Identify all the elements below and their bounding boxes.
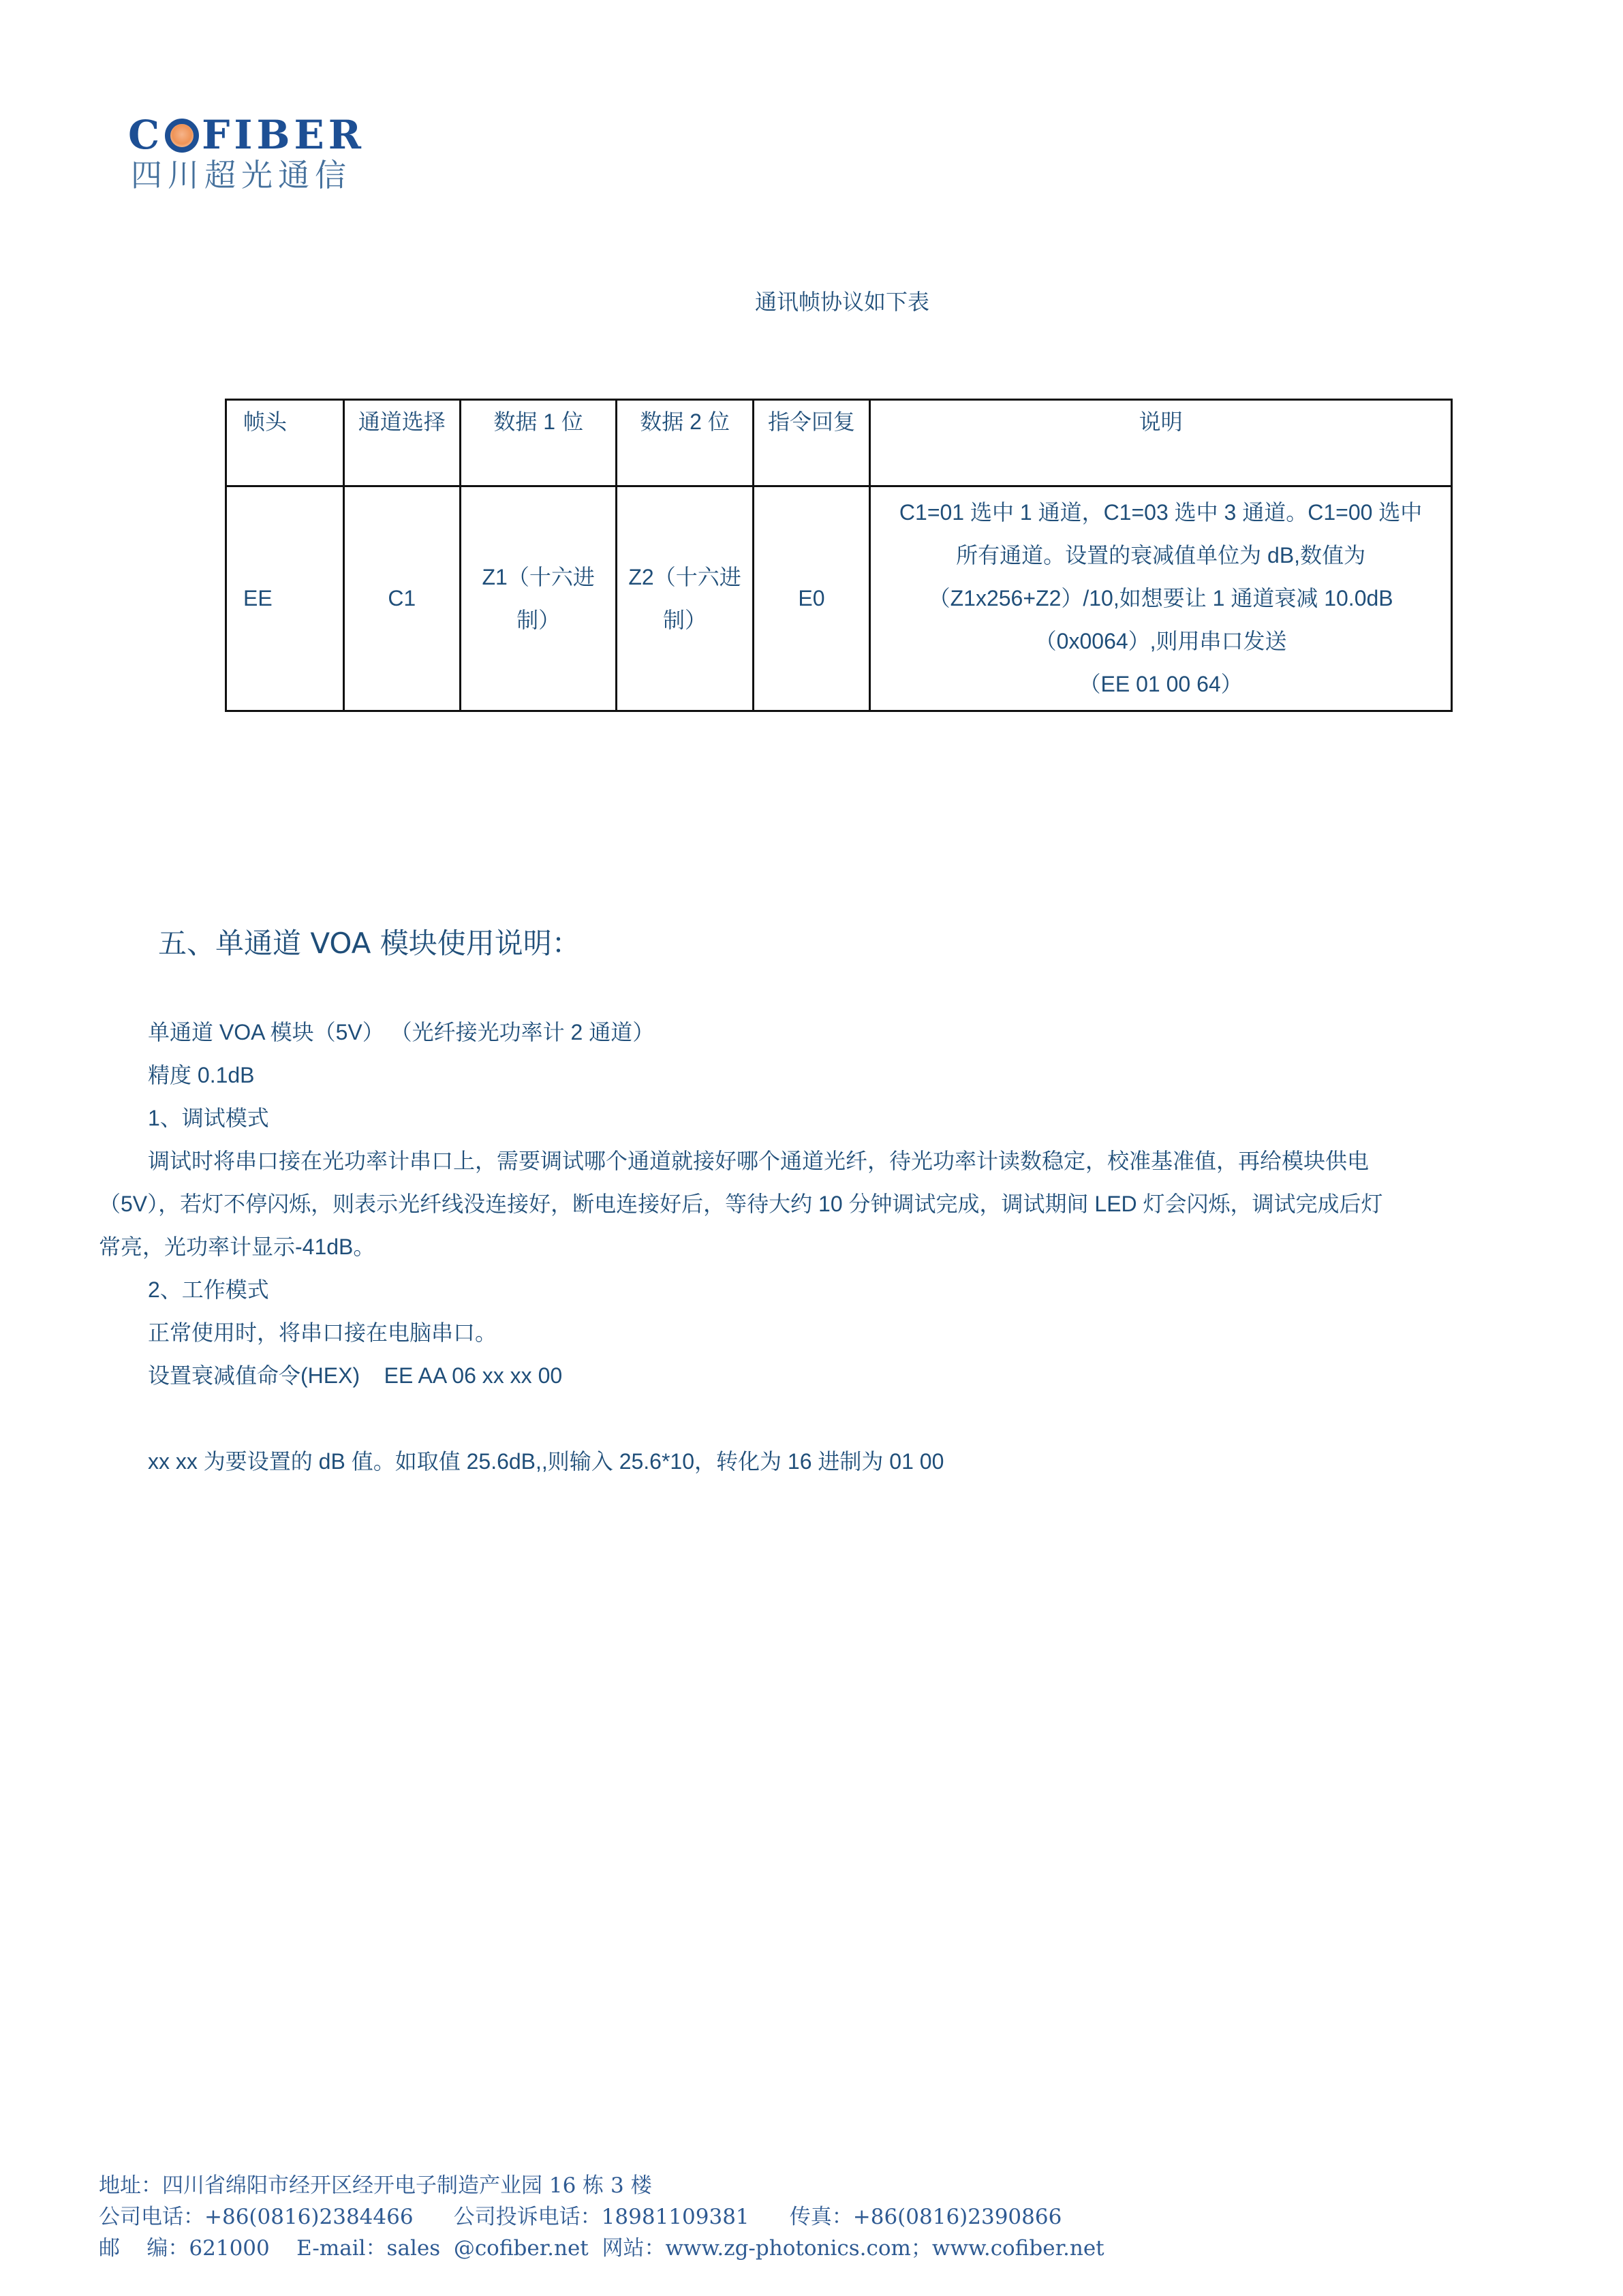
header-data-1: 数据 1 位 (461, 400, 617, 486)
description-line: （EE 01 00 64） (1079, 672, 1243, 696)
debug-mode-line: 常亮，光功率计显示-41dB。 (99, 1235, 375, 1259)
cell-frame-head: EE (226, 486, 344, 711)
module-description: 单通道 VOA 模块（5V） （光纤接光功率计 2 通道） (148, 1020, 655, 1044)
section-heading: 五、单通道 VOA 模块使用说明： (158, 927, 581, 960)
header-data-2: 数据 2 位 (617, 400, 753, 486)
company-logo (123, 114, 409, 195)
debug-mode-title: 1、调试模式 (148, 1106, 269, 1130)
header-frame-head: 帧头 (226, 400, 344, 486)
footer-address: 地址：四川省绵阳市经开区经开电子制造产业园 16 栋 3 楼 (99, 2173, 652, 2198)
header-command-reply: 指令回复 (753, 400, 869, 486)
table-row (226, 486, 1452, 711)
logo-letters-fiber: FIBER (202, 112, 365, 158)
page-footer (99, 2170, 1104, 2264)
section-body (99, 1011, 1530, 1483)
logo-company-name-cn: 四川超光通信 (131, 157, 352, 193)
cell-data-2: Z2（十六进制） (617, 486, 753, 711)
description-line: （0x0064）,则用串口发送 (1034, 629, 1287, 653)
precision-text: 精度 0.1dB (148, 1063, 255, 1087)
logo-wordmark (128, 112, 365, 158)
logo-globe-icon (165, 119, 199, 153)
footer-phone-line: 公司电话：+86(0816)2384466 公司投诉电话：18981109381 传真：+86(0816)2390866 (99, 2205, 1062, 2229)
debug-mode-line: 调试时将串口接在光功率计串口上，需要调试哪个通道就接好哪个通道光纤，待光功率计读数稳定，校准基准值，再给模块供电 (148, 1149, 1370, 1173)
description-line: 所有通道。设置的衰减值单位为 dB,数值为 (956, 543, 1366, 568)
cell-description (870, 486, 1452, 711)
logo-letter-c: C (128, 112, 164, 158)
description-line: C1=01 选中 1 通道，C1=03 选中 3 通道。C1=00 选中 (899, 500, 1423, 525)
debug-mode-line: （5V），若灯不停闪烁，则表示光纤线没连接好，断电连接好后，等待大约 10 分钟调试完成，调试期间 LED 灯会闪烁，调试完成后灯 (99, 1192, 1383, 1216)
work-mode-text: 正常使用时，将串口接在电脑串口。 (148, 1320, 497, 1345)
cell-data-1: Z1（十六进制） (461, 486, 617, 711)
protocol-table (225, 399, 1453, 712)
cell-reply: E0 (753, 486, 869, 711)
header-description: 说明 (870, 400, 1452, 486)
cell-channel: C1 (343, 486, 460, 711)
command-line: 设置衰减值命令(HEX) EE AA 06 xx xx 00 (148, 1363, 563, 1388)
command-note: xx xx 为要设置的 dB 值。如取值 25.6dB,,则输入 25.6*10，转化为 16 进制为 01 00 (148, 1449, 944, 1474)
header-channel-select: 通道选择 (343, 400, 460, 486)
table-header-row (226, 400, 1452, 486)
footer-postal-line: 邮 编：621000 E-mail：sales @cofiber.net 网站：www.zg-photonics.com；www.cofiber.net (99, 2236, 1104, 2261)
blank-line (99, 1397, 1530, 1440)
table-caption: 通讯帧协议如下表 (754, 289, 929, 315)
description-line: （Z1x256+Z2）/10,如想要让 1 通道衰减 10.0dB (928, 586, 1393, 610)
work-mode-title: 2、工作模式 (148, 1277, 269, 1302)
